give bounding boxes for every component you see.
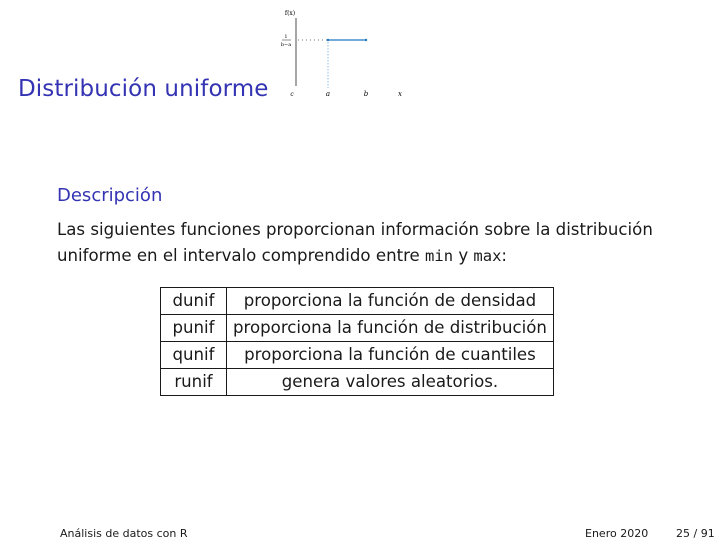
x-axis-label: x [398, 90, 402, 98]
footer-course-title: Análisis de datos con R [60, 527, 188, 540]
min-code: min [425, 247, 454, 265]
function-description: genera valores aleatorios. [227, 369, 554, 396]
functions-table [160, 287, 554, 396]
origin-label: c [290, 91, 294, 98]
function-name: qunif [161, 342, 227, 369]
footer-page-number: 25 / 91 [676, 527, 715, 540]
uniform-density-plot [276, 6, 406, 102]
density-denominator: b−a [280, 42, 292, 48]
block-body [57, 217, 707, 269]
slide-title: Distribución uniforme [18, 76, 269, 102]
a-label: a [325, 90, 331, 98]
function-name: punif [161, 315, 227, 342]
function-description: proporciona la función de cuantiles [227, 342, 554, 369]
density-end-point [365, 39, 367, 41]
density-numerator: 1 [284, 34, 288, 40]
function-description: proporciona la función de densidad [227, 288, 554, 315]
max-code: max [473, 247, 502, 265]
function-description: proporciona la función de distribución [227, 315, 554, 342]
intro-text: Las siguientes funciones proporcionan información sobre la distribución uniforme en el intervalo comprendido entre [57, 220, 653, 265]
footer-date: Enero 2020 [585, 527, 649, 540]
function-name: dunif [161, 288, 227, 315]
table-row [161, 315, 554, 342]
table-row [161, 369, 554, 396]
table-row [161, 288, 554, 315]
intro-suffix: : [501, 246, 508, 265]
y-axis-label: f(x) [284, 10, 296, 17]
table-row [161, 342, 554, 369]
block-title: Descripción [57, 185, 163, 206]
connector-text: y [453, 246, 474, 265]
function-name: runif [161, 369, 227, 396]
b-label: b [363, 90, 369, 98]
density-start-point [327, 39, 329, 41]
